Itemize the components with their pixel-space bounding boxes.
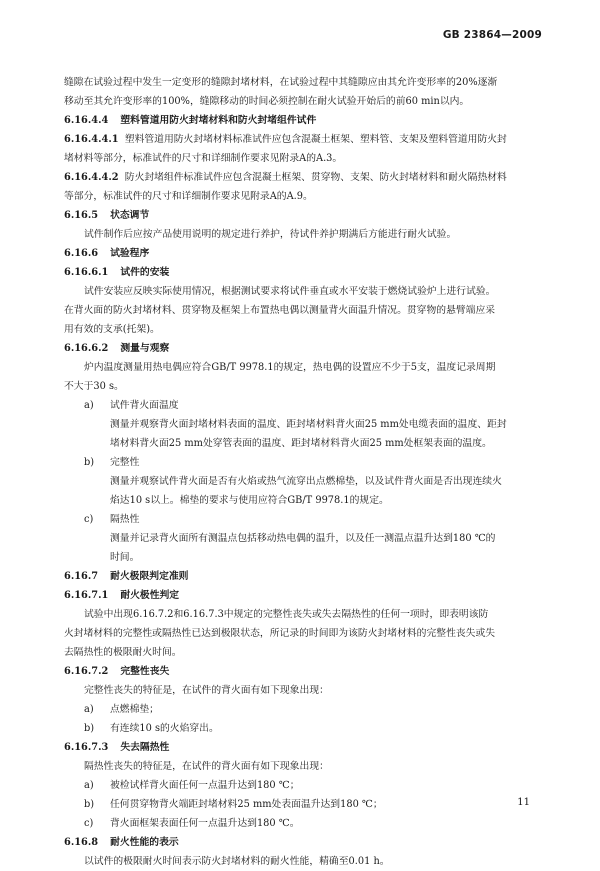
paragraph: 6.16.4.4.2 防火封堵组件标准试件应包含混凝土框架、贯穿物、支架、防火封堵材料和耐火隔热材料 (64, 172, 507, 183)
list-item-text: 焰达10 s以上。棉垫的要求与使用应符合GB/T 9978.1的规定。 (110, 495, 389, 506)
list-item-text: 测量并观察试件背火面是否有火焰或热气流穿出点燃棉垫，以及试件背火面是否出现连续火 (110, 476, 502, 487)
list-item-text: 测量并记录背火面所有测温点包括移动热电偶的温升，以及任一测温点温升达到180 ℃的 (110, 533, 496, 544)
section-heading-6-16-5: 6.16.5 状态调节 (64, 210, 150, 221)
list-item: c) 隔热性 (84, 514, 140, 525)
paragraph: 在背火面的防火封堵材料、贯穿物及框架上布置热电偶以测量背火面温升情况。贯穿物的悬臂端应采 (64, 305, 496, 316)
paragraph: 6.16.4.4.1 塑料管道用防火封堵材料标准试件应包含混凝土框架、塑料管、支架及塑料管道用防火封 (64, 134, 507, 145)
list-item: c) 背火面框架表面任何一点温升达到180 ℃。 (84, 818, 300, 829)
list-item: a) 试件背火面温度 (84, 400, 179, 411)
paragraph: 不大于30 s。 (64, 381, 124, 392)
paragraph: 炉内温度测量用热电偶应符合GB/T 9978.1的规定，热电偶的设置应不少于5支，温度记录周期 (84, 362, 496, 373)
paragraph: 缝隙在试验过程中发生一定变形的缝隙封堵材料，在试验过程中其缝隙应由其允许变形率的20%逐渐 (64, 77, 498, 88)
paragraph: 等部分，标准试件的尺寸和详细制作要求见附录A的A.9。 (64, 191, 313, 202)
list-item: a) 被检试样背火面任何一点温升达到180 ℃； (84, 780, 300, 791)
document-body (64, 73, 544, 871)
paragraph: 堵材料等部分，标准试件的尺寸和详细制作要求见附录A的A.3。 (64, 153, 343, 164)
paragraph: 隔热性丧失的特征是，在试件的背火面有如下现象出现： (84, 761, 329, 772)
paragraph: 去隔热性的极限耐火时间。 (64, 647, 182, 658)
list-item-text: 时间。 (110, 552, 140, 563)
section-heading-6-16-7-1: 6.16.7.1 耐火极性判定 (64, 590, 180, 601)
section-heading-6-16-7-3: 6.16.7.3 失去隔热性 (64, 742, 170, 753)
paragraph: 试件制作后应按产品使用说明的规定进行养护，待试件养护期满后方能进行耐火试验。 (84, 229, 457, 240)
section-heading-6-16-6-1: 6.16.6.1 试件的安装 (64, 267, 170, 278)
section-heading-6-16-8: 6.16.8 耐火性能的表示 (64, 837, 179, 848)
list-item-text: 测量并观察背火面封堵材料表面的温度、距封堵材料背火面25 mm处电缆表面的温度、距封 (110, 419, 507, 430)
paragraph: 完整性丧失的特征是，在试件的背火面有如下现象出现： (84, 685, 329, 696)
paragraph: 以试件的极限耐火时间表示防火封堵材料的耐火性能，精确至0.01 h。 (84, 856, 390, 867)
section-heading-6-16-6-2: 6.16.6.2 测量与观察 (64, 343, 170, 354)
list-item: b) 完整性 (84, 457, 140, 468)
paragraph: 火封堵材料的完整性或隔热性已达到极限状态，所记录的时间即为该防火封堵材料的完整性丧失或失 (64, 628, 496, 639)
paragraph: 试件安装应反映实际使用情况，根据测试要求将试件垂直或水平安装于燃烧试验炉上进行试验。 (84, 286, 496, 297)
list-item: b) 有连续10 s的火焰穿出。 (84, 723, 219, 734)
paragraph: 移动至其允许变形率的100%，缝隙移动的时间必须控制在耐火试验开始后的前60 min以内。 (64, 96, 470, 107)
section-heading-6-16-4-4: 6.16.4.4 塑料管道用防火封堵材料和防火封堵组件试件 (64, 115, 317, 126)
section-heading-6-16-7: 6.16.7 耐火极限判定准则 (64, 571, 189, 582)
page-number: 11 (517, 797, 530, 808)
section-heading-6-16-6: 6.16.6 试验程序 (64, 248, 150, 259)
list-item: a) 点燃棉垫； (84, 704, 159, 715)
section-heading-6-16-7-2: 6.16.7.2 完整性丧失 (64, 666, 170, 677)
list-item-text: 堵材料背火面25 mm处穿管表面的温度、距封堵材料背火面25 mm处框架表面的温度。 (110, 438, 492, 449)
paragraph: 用有效的支承(托架)。 (64, 324, 160, 335)
standard-number: GB 23864—2009 (442, 29, 542, 41)
list-item: b) 任何贯穿物背火端距封堵材料25 mm处表面温升达到180 ℃； (84, 799, 383, 810)
paragraph: 试验中出现6.16.7.2和6.16.7.3中规定的完整性丧失或失去隔热性的任何一项时，即表明该防 (84, 609, 489, 620)
